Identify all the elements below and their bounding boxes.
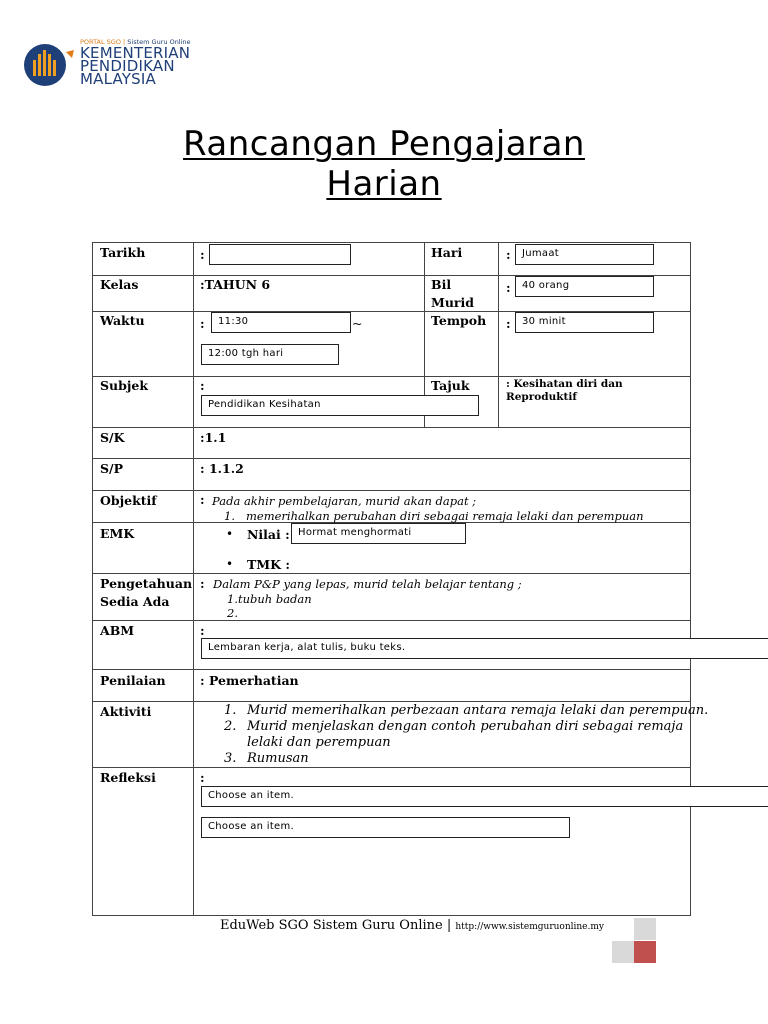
row-divider bbox=[92, 376, 691, 377]
footer bbox=[220, 918, 604, 933]
decor-square-gray bbox=[612, 941, 634, 963]
kelas-value: :TAHUN 6 bbox=[200, 277, 271, 292]
waktu-end-field[interactable]: 12:00 tgh hari bbox=[201, 344, 339, 365]
pengetahuan-item-1: 1.tubuh badan bbox=[227, 592, 312, 606]
subjek-colon: : bbox=[200, 378, 205, 393]
row-divider bbox=[92, 701, 691, 702]
logo-portal-sub: Sistem Guru Online bbox=[127, 38, 191, 46]
objektif-label: Objektif bbox=[100, 493, 157, 508]
ministry-logo-icon bbox=[22, 42, 76, 88]
pengetahuan-intro: Dalam P&P yang lepas, murid telah belajar tentang ; bbox=[213, 577, 522, 591]
row-divider bbox=[92, 620, 691, 621]
row-divider bbox=[92, 573, 691, 574]
aktiviti-item-2: Murid menjelaskan dengan contoh perubahan diri sebagai remaja bbox=[247, 719, 684, 734]
tempoh-colon: : bbox=[506, 316, 511, 331]
column-divider bbox=[193, 242, 194, 916]
sp-label: S/P bbox=[100, 461, 123, 476]
aktiviti-label: Aktiviti bbox=[100, 704, 152, 719]
objektif-colon: : bbox=[200, 492, 205, 507]
abm-field[interactable]: Lembaran kerja, alat tulis, buku teks. bbox=[201, 638, 768, 659]
row-divider bbox=[92, 669, 691, 670]
sk-label: S/K bbox=[100, 430, 125, 445]
objektif-item-num: 1. bbox=[224, 509, 235, 523]
subjek-label: Subjek bbox=[100, 378, 148, 393]
logo-line-1: KEMENTERIAN bbox=[80, 44, 191, 62]
aktiviti-item-1: Murid memerihalkan perbezaan antara remaja lelaki dan perempuan. bbox=[247, 703, 709, 718]
tajuk-value-2: Reproduktif bbox=[506, 391, 577, 403]
sp-value: : 1.1.2 bbox=[200, 461, 244, 476]
logo-line-3: MALAYSIA bbox=[80, 70, 156, 88]
refleksi-choice-2-dropdown[interactable]: Choose an item. bbox=[201, 817, 570, 838]
aktiviti-item-num-3: 3. bbox=[224, 751, 237, 766]
subjek-field[interactable]: Pendidikan Kesihatan bbox=[201, 395, 479, 416]
footer-url[interactable]: http://www.sistemguruonline.my bbox=[455, 922, 604, 932]
aktiviti-item-num-1: 1. bbox=[224, 703, 237, 718]
abm-label: ABM bbox=[100, 623, 135, 638]
tempoh-field[interactable]: 30 minit bbox=[515, 312, 654, 333]
waktu-label: Waktu bbox=[100, 313, 145, 328]
row-divider bbox=[92, 427, 691, 428]
bil-murid-label-2: Murid bbox=[431, 295, 474, 310]
row-divider bbox=[92, 458, 691, 459]
hari-field[interactable]: Jumaat bbox=[515, 244, 654, 265]
waktu-start-field[interactable]: 11:30 bbox=[211, 312, 351, 333]
objektif-intro: Pada akhir pembelajaran, murid akan dapat ; bbox=[212, 494, 477, 508]
nilai-bullet-icon: • bbox=[226, 527, 234, 541]
waktu-tilde: ~ bbox=[352, 316, 363, 331]
refleksi-label: Refleksi bbox=[100, 770, 156, 785]
footer-text: EduWeb SGO Sistem Guru Online | bbox=[220, 918, 452, 933]
tmk-bullet-icon: • bbox=[226, 557, 234, 571]
nilai-field[interactable]: Hormat menghormati bbox=[291, 523, 466, 544]
row-divider bbox=[92, 767, 691, 768]
decor-square-gray bbox=[634, 918, 656, 940]
aktiviti-item-3: Rumusan bbox=[247, 751, 309, 766]
aktiviti-item-2-cont: lelaki dan perempuan bbox=[247, 735, 391, 750]
pengetahuan-item-2: 2. bbox=[227, 606, 238, 620]
hari-label: Hari bbox=[431, 245, 463, 260]
sk-value: :1.1 bbox=[200, 430, 227, 445]
hari-colon: : bbox=[506, 247, 511, 262]
page-title-line-2: Harian bbox=[326, 164, 442, 204]
decor-square-red bbox=[634, 941, 656, 963]
pengetahuan-label-1: Pengetahuan bbox=[100, 576, 193, 591]
tarikh-field[interactable] bbox=[209, 244, 351, 265]
tajuk-value-1: : Kesihatan diri dan bbox=[506, 378, 623, 390]
nilai-label: Nilai : bbox=[247, 527, 290, 542]
waktu-colon: : bbox=[200, 316, 205, 331]
emk-label: EMK bbox=[100, 526, 135, 541]
tarikh-colon: : bbox=[200, 247, 205, 262]
penilaian-value: : Pemerhatian bbox=[200, 673, 299, 688]
column-divider bbox=[498, 242, 499, 427]
bil-murid-field[interactable]: 40 orang bbox=[515, 276, 654, 297]
bil-murid-label-1: Bil bbox=[431, 277, 452, 292]
tajuk-label: Tajuk bbox=[431, 378, 470, 393]
kelas-label: Kelas bbox=[100, 277, 139, 292]
aktiviti-item-num-2: 2. bbox=[224, 719, 237, 734]
pengetahuan-colon: : bbox=[200, 576, 205, 591]
tarikh-label: Tarikh bbox=[100, 245, 146, 260]
refleksi-choice-1-dropdown[interactable]: Choose an item. bbox=[201, 786, 768, 807]
bil-murid-colon: : bbox=[506, 280, 511, 295]
page-title-line-1: Rancangan Pengajaran bbox=[183, 124, 585, 164]
refleksi-colon: : bbox=[200, 770, 205, 785]
abm-colon: : bbox=[200, 623, 205, 638]
logo-line-2: PENDIDIKAN bbox=[80, 57, 175, 75]
tmk-label: TMK : bbox=[247, 557, 290, 572]
penilaian-label: Penilaian bbox=[100, 673, 166, 688]
row-divider bbox=[92, 490, 691, 491]
pengetahuan-label-2: Sedia Ada bbox=[100, 594, 170, 609]
tempoh-label: Tempoh bbox=[431, 313, 487, 328]
objektif-item: memerihalkan perubahan diri sebagai remaja lelaki dan perempuan bbox=[246, 509, 644, 523]
logo-portal-label: PORTAL SGO bbox=[80, 38, 121, 46]
logo-portal-text: PORTAL SGO | Sistem Guru Online bbox=[80, 38, 191, 46]
